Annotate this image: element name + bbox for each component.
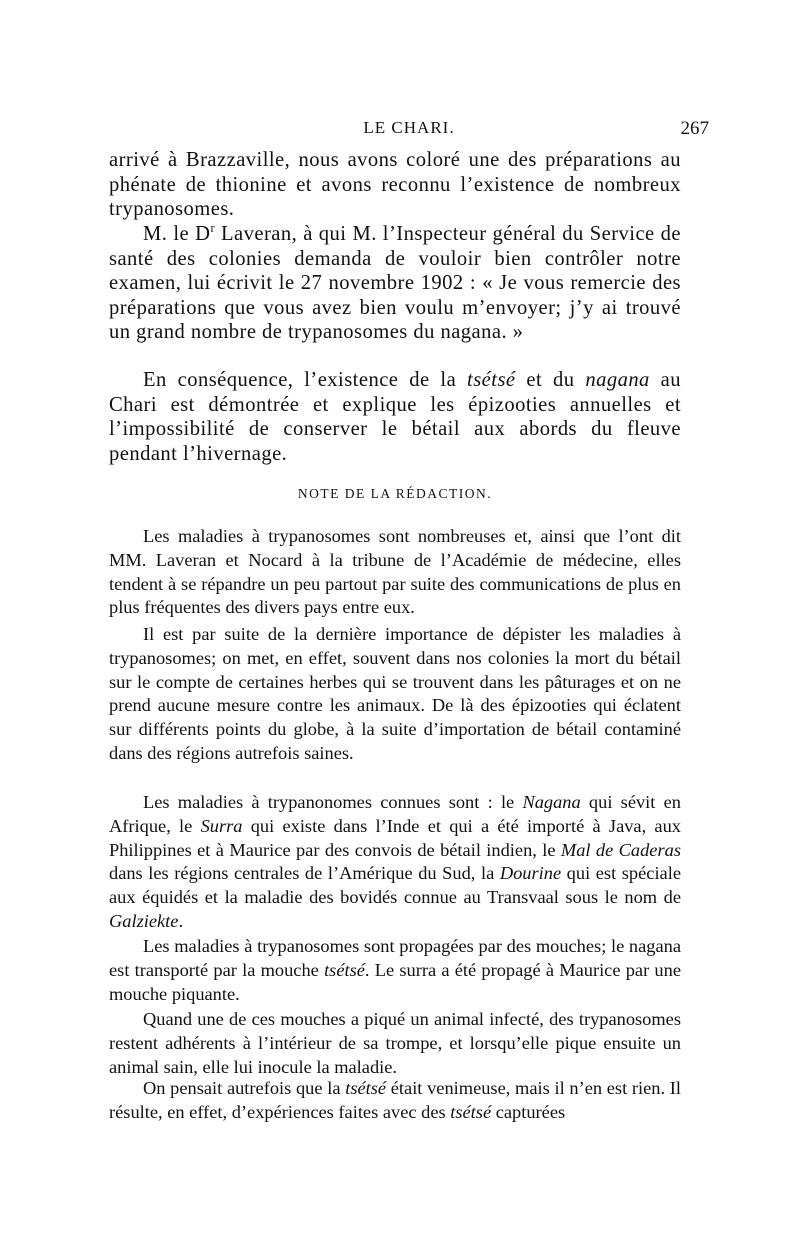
text-run: On pensait autrefois que la	[143, 1078, 346, 1098]
paragraph-text: Les maladies à trypanosomes sont nombreuses et, ainsi que l’ont dit MM. Laveran et Nocard à la tribune de l’Académie de médecine, elles tendent à se répandre un peu partout par suite des communications de plus en plus fréquentes des divers pays entre eux.	[109, 526, 681, 618]
running-title: LE CHARI.	[363, 118, 455, 137]
text-run: était venimeuse, mais il n’en est rien. Il résulte, en effet, d’expériences faites avec des	[109, 1078, 681, 1122]
text-run: et du	[515, 369, 586, 391]
note-paragraph-3	[109, 791, 681, 934]
text-run: qui est spéciale aux équidés et la maladie des bovidés connue au Transvaal sous le nom de	[109, 863, 681, 908]
page-number: 267	[680, 118, 709, 139]
italic-term: Dourine	[499, 863, 562, 884]
paragraph-text	[109, 1077, 681, 1125]
italic-term: tsétsé	[467, 369, 516, 391]
note-heading: NOTE DE LA RÉDACTION.	[297, 486, 493, 501]
text-run: .	[178, 910, 184, 931]
italic-term: tsétsé	[345, 1078, 387, 1098]
italic-term: tsétsé	[324, 959, 365, 980]
text-run: au Chari est démontrée et explique les épizooties annuelles et l’impossibilité de conserver le bétail aux abords du fleuve pendant l’hivernage.	[109, 369, 682, 465]
text-run: M. le D	[143, 223, 211, 245]
paragraph-text	[109, 935, 681, 1006]
text-run: dans les régions centrales de l’Amérique du Sud, la	[109, 863, 500, 884]
paragraph-text: Quand une de ces mouches a piqué un animal infecté, des trypanosomes restent adhérents à l’intérieur de sa trompe, et lorsqu’elle pique ensuite un animal sain, elle lui inocule la maladie.	[109, 1009, 681, 1077]
text-run: Les maladies à trypanonomes connues sont : le	[143, 792, 523, 812]
note-paragraph-2	[109, 623, 681, 766]
paragraph-text: Il est par suite de la dernière importance de dépister les maladies à trypanosomes; on met, en effet, souvent dans nos colonies la mort du bétail sur le compte de certaines herbes qui se trouvent dans les pâturages et on ne prend aucune mesure contre les animaux. De là des épizooties qui éclatent sur différents points du globe, à la suite d’importation de bétail contaminé dans des régions autrefois saines.	[109, 624, 681, 763]
text-run: Laveran, à qui M. l’Inspecteur général du Service de santé des colonies demanda de vouloir bien contrôler notre examen, lui écrivit le 27 novembre 1902 : « Je vous remercie des préparations que vous avez bien voulu m’envoyer; j’y ai trouvé un grand nombre de trypanosomes du nagana. »	[109, 223, 681, 344]
italic-term: nagana	[585, 369, 650, 391]
italic-term: tsétsé	[450, 1101, 492, 1122]
text-run: En conséquence, l’existence de la	[143, 369, 468, 391]
paragraph-text	[109, 791, 681, 934]
italic-term: Galziekte	[109, 910, 179, 931]
body-paragraph-2	[109, 222, 681, 345]
italic-term: Nagana	[522, 792, 581, 812]
paragraph-text	[109, 368, 681, 466]
text-run: Les maladies à trypanosomes sont propagées par des mouches; le nagana est transporté par la mouche	[109, 936, 681, 980]
running-header	[109, 118, 709, 142]
italic-term: Mal de Caderas	[560, 839, 681, 860]
note-paragraph-1	[109, 525, 681, 620]
text-run: qui sévit en Afrique, le	[109, 792, 681, 836]
body-paragraph-1	[109, 148, 681, 222]
text-run: capturées	[491, 1101, 566, 1122]
italic-term: Surra	[200, 815, 243, 836]
note-paragraph-6	[109, 1077, 681, 1125]
note-paragraph-5	[109, 1008, 681, 1079]
superscript: r	[210, 221, 216, 236]
body-paragraph-3	[109, 368, 681, 466]
note-paragraph-4	[109, 935, 681, 1006]
paragraph-text: arrivé à Brazzaville, nous avons coloré une des préparations au phénate de thionine et avons reconnu l’existence de nombreux trypanosomes.	[109, 149, 681, 221]
text-run: . Le surra a été propagé à Maurice par une mouche piquante.	[109, 959, 681, 1004]
paragraph-text	[109, 222, 681, 345]
text-run: qui existe dans l’Inde et qui a été importé à Java, aux Philippines et à Maurice par des convois de bétail indien, le	[109, 815, 681, 860]
